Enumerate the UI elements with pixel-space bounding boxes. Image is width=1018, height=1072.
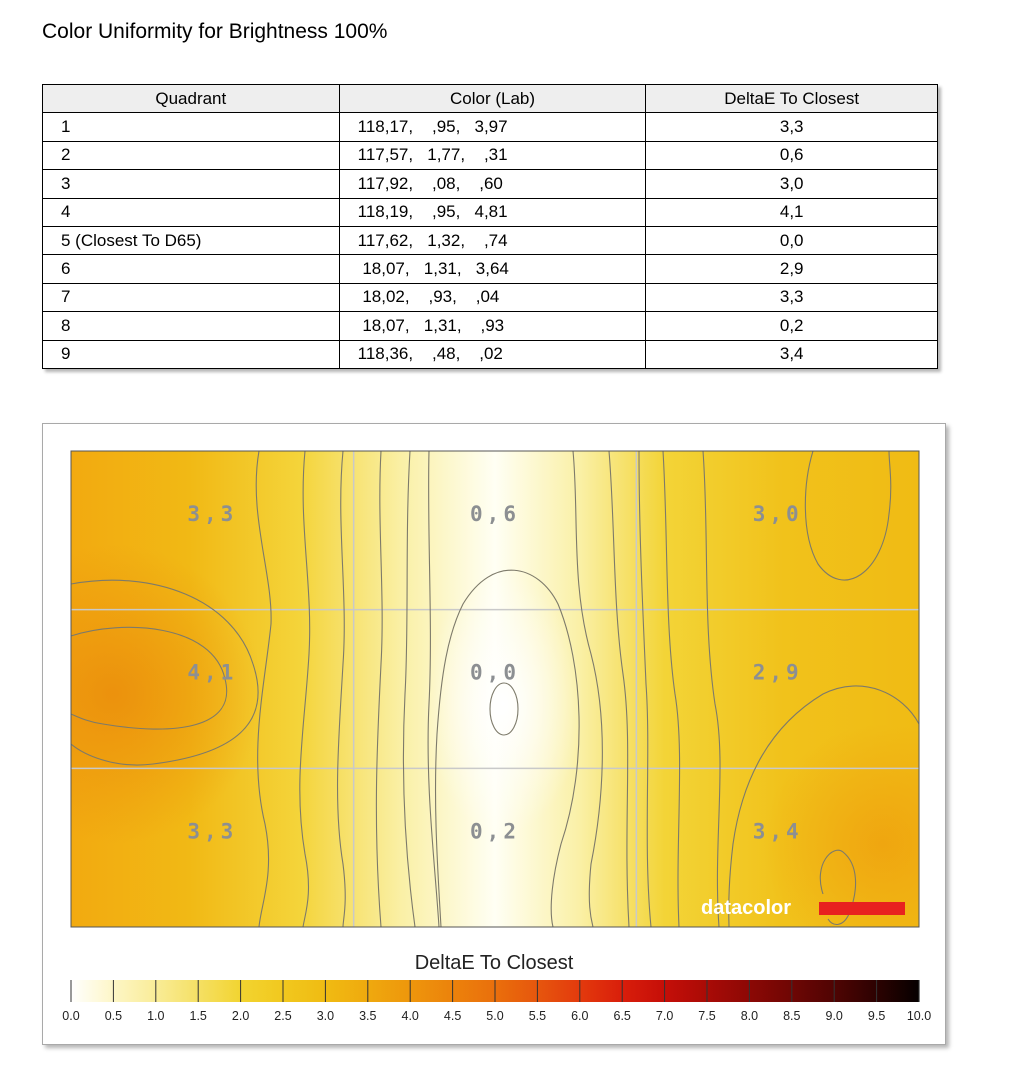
quadrant-value-label: 0,6 [470, 502, 520, 526]
colorbar-segment [834, 980, 877, 1002]
deltae-cell: 3,0 [646, 170, 938, 198]
colorbar-tick-label: 6.0 [571, 1009, 589, 1023]
deltae-cell: 3,4 [646, 340, 938, 368]
colorbar-tick-label: 9.0 [825, 1009, 843, 1023]
lab-cell: 117,92, ,08, ,60 [339, 170, 646, 198]
colorbar-segment [410, 980, 453, 1002]
colorbar-tick-label: 2.5 [274, 1009, 292, 1023]
uniformity-table [42, 84, 938, 369]
deltae-cell: 0,6 [646, 141, 938, 169]
lab-cell: 118,19, ,95, 4,81 [339, 198, 646, 226]
colorbar-tick-label: 6.5 [613, 1009, 631, 1023]
colorbar-tick-label: 8.0 [740, 1009, 759, 1023]
table-row [43, 198, 938, 226]
colorbar-segment [241, 980, 284, 1002]
colorbar-segment [453, 980, 496, 1002]
table-row [43, 312, 938, 340]
quadrant-value-label: 0,2 [470, 819, 520, 844]
table-row [43, 170, 938, 198]
quadrant-value-label: 3,3 [187, 502, 238, 526]
deltae-cell: 0,2 [646, 312, 938, 340]
colorbar-tick-label: 2.0 [231, 1009, 250, 1023]
colorbar-tick-label: 10.0 [906, 1009, 932, 1023]
quadrant-cell: 4 [43, 198, 340, 226]
table-header-row [43, 85, 938, 113]
colorbar-tick-label: 9.5 [867, 1009, 886, 1023]
colorbar-segment [368, 980, 411, 1002]
logo-red-bar [819, 902, 905, 915]
colorbar-segment [71, 980, 114, 1002]
column-header-quadrant: Quadrant [43, 85, 340, 113]
deltae-cell: 4,1 [646, 198, 938, 226]
quadrant-value-label: 0,0 [470, 660, 520, 685]
report-title: Color Uniformity for Brightness 100% [42, 20, 388, 43]
colorbar-segment [580, 980, 623, 1002]
quadrant-cell: 9 [43, 340, 340, 368]
colorbar-tick-label: 7.0 [655, 1009, 674, 1023]
lab-cell: 18,07, 1,31, ,93 [339, 312, 646, 340]
deltae-cell: 3,3 [646, 283, 938, 311]
colorbar-segment [156, 980, 199, 1002]
uniformity-chart [43, 424, 945, 1044]
lab-cell: 18,07, 1,31, 3,64 [339, 255, 646, 283]
quadrant-cell: 1 [43, 113, 340, 141]
colorbar-tick-label: 1.5 [189, 1009, 207, 1023]
colorbar [62, 980, 931, 1023]
colorbar-segment [283, 980, 326, 1002]
colorbar-segment [537, 980, 580, 1002]
table-row [43, 340, 938, 368]
table-row [43, 226, 938, 254]
table-row [43, 113, 938, 141]
column-header-color-lab: Color (Lab) [339, 85, 646, 113]
quadrant-value-label: 3,0 [752, 502, 803, 526]
colorbar-tick-label: 7.5 [698, 1009, 716, 1023]
lab-cell: 118,36, ,48, ,02 [339, 340, 646, 368]
colorbar-tick-label: 5.5 [528, 1009, 547, 1023]
colorbar-segment [749, 980, 792, 1002]
table-row [43, 283, 938, 311]
colorbar-segment [665, 980, 708, 1002]
quadrant-value-label: 3,3 [187, 819, 238, 844]
lab-cell: 118,17, ,95, 3,97 [339, 113, 646, 141]
colorbar-tick-label: 4.0 [401, 1009, 419, 1023]
deltae-cell: 2,9 [646, 255, 938, 283]
quadrant-cell: 7 [43, 283, 340, 311]
quadrant-cell: 6 [43, 255, 340, 283]
quadrant-cell: 2 [43, 141, 340, 169]
deltae-cell: 3,3 [646, 113, 938, 141]
lab-cell: 117,57, 1,77, ,31 [339, 141, 646, 169]
uniformity-chart-panel [42, 423, 946, 1045]
quadrant-value-label: 2,9 [752, 660, 803, 685]
quadrant-value-label: 4,1 [187, 660, 238, 685]
lab-cell: 117,62, 1,32, ,74 [339, 226, 646, 254]
quadrant-cell: 5 (Closest To D65) [43, 226, 340, 254]
colorbar-tick-label: 1.0 [147, 1009, 165, 1023]
colorbar-segment [622, 980, 665, 1002]
colorbar-segment [495, 980, 538, 1002]
colorbar-tick-label: 8.5 [783, 1009, 801, 1023]
colorbar-title: DeltaE To Closest [414, 952, 574, 974]
table-row [43, 255, 938, 283]
table-row [43, 141, 938, 169]
quadrant-cell: 3 [43, 170, 340, 198]
colorbar-segment [198, 980, 241, 1002]
colorbar-segment [113, 980, 156, 1002]
colorbar-tick-label: 0.0 [62, 1009, 80, 1023]
colorbar-tick-label: 5.0 [486, 1009, 504, 1023]
colorbar-segment [325, 980, 368, 1002]
quadrant-value-label: 3,4 [752, 819, 803, 844]
colorbar-segment [877, 980, 920, 1002]
colorbar-tick-label: 0.5 [104, 1009, 123, 1023]
column-header-deltae: DeltaE To Closest [646, 85, 938, 113]
quadrant-cell: 8 [43, 312, 340, 340]
heatmap-plot-area [43, 451, 945, 964]
colorbar-tick-label: 3.0 [316, 1009, 335, 1023]
colorbar-tick-label: 4.5 [443, 1009, 462, 1023]
deltae-cell: 0,0 [646, 226, 938, 254]
lab-cell: 18,02, ,93, ,04 [339, 283, 646, 311]
colorbar-segment [707, 980, 750, 1002]
colorbar-segment [792, 980, 835, 1002]
logo-text: datacolor [701, 897, 792, 919]
colorbar-tick-label: 3.5 [359, 1009, 377, 1023]
